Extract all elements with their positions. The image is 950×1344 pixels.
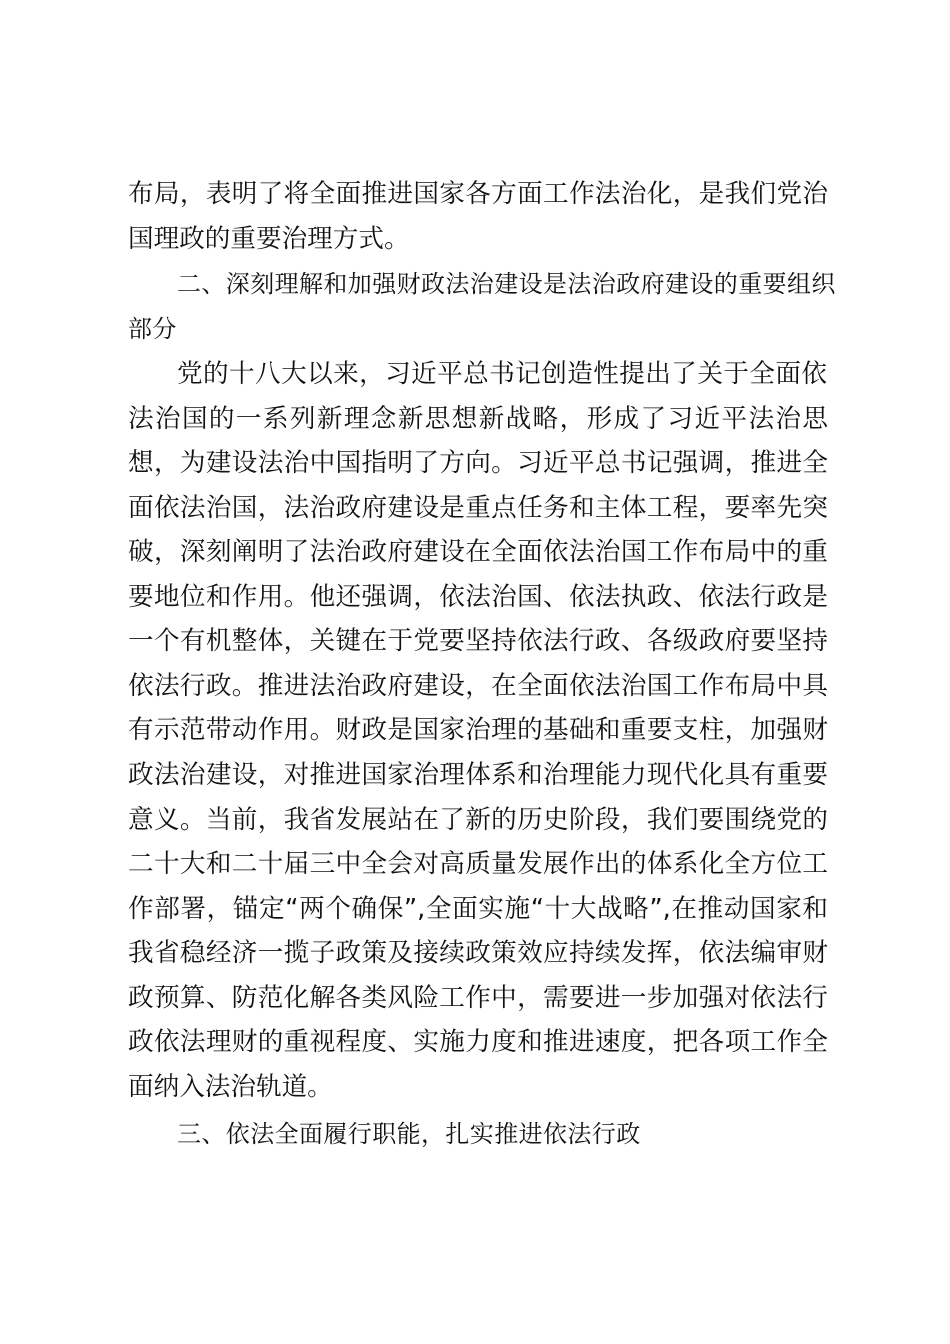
paragraph-2-line-5: 破，深刻阐明了法治政府建设在全面依法治国工作布局中的重: [128, 537, 828, 567]
paragraph-2-line-3: 想，为建设法治中国指明了方向。习近平总书记强调，推进全: [128, 448, 828, 478]
paragraph-2-line-13: 作部署，锚定“两个确保”,全面实施“十大战略”,在推动国家和: [128, 894, 828, 924]
paragraph-2-line-6: 要地位和作用。他还强调，依法治国、依法执政、依法行政是: [128, 582, 828, 612]
section-heading-2-line-1: 二、深刻理解和加强财政法治建设是法治政府建设的重要组织: [177, 270, 836, 298]
paragraph-2-line-8: 依法行政。推进法治政府建设，在全面依法治国工作布局中具: [128, 671, 828, 701]
section-heading-3: 三、依法全面履行职能，扎实推进依法行政: [177, 1120, 641, 1148]
paragraph-2-line-2: 法治国的一系列新理念新思想新战略，形成了习近平法治思: [128, 404, 828, 434]
paragraph-2-line-1: 党的十八大以来，习近平总书记创造性提出了关于全面依: [177, 359, 827, 389]
paragraph-2-line-10: 政法治建设，对推进国家治理体系和治理能力现代化具有重要: [128, 760, 828, 790]
paragraph-2-line-9: 有示范带动作用。财政是国家治理的基础和重要支柱，加强财: [128, 715, 828, 745]
section-heading-2-line-2: 部分: [128, 315, 177, 343]
paragraph-1-line-1: 布局，表明了将全面推进国家各方面工作法治化，是我们党治: [128, 179, 828, 209]
paragraph-1-line-2: 国理政的重要治理方式。: [128, 224, 410, 254]
paragraph-2-line-17: 面纳入法治轨道。: [128, 1072, 333, 1102]
paragraph-2-line-12: 二十大和二十届三中全会对高质量发展作出的体系化全方位工: [128, 849, 828, 879]
paragraph-2-line-11: 意义。当前，我省发展站在了新的历史阶段，我们要围绕党的: [128, 805, 828, 835]
paragraph-2-line-7: 一个有机整体，关键在于党要坚持依法行政、各级政府要坚持: [128, 626, 828, 656]
paragraph-2-line-4: 面依法治国，法治政府建设是重点任务和主体工程，要率先突: [128, 493, 828, 523]
paragraph-2-line-15: 政预算、防范化解各类风险工作中，需要进一步加强对依法行: [128, 983, 828, 1013]
paragraph-2-line-16: 政依法理财的重视程度、实施力度和推进速度，把各项工作全: [128, 1027, 828, 1057]
paragraph-2-line-14: 我省稳经济一揽子政策及接续政策效应持续发挥，依法编审财: [128, 938, 828, 968]
